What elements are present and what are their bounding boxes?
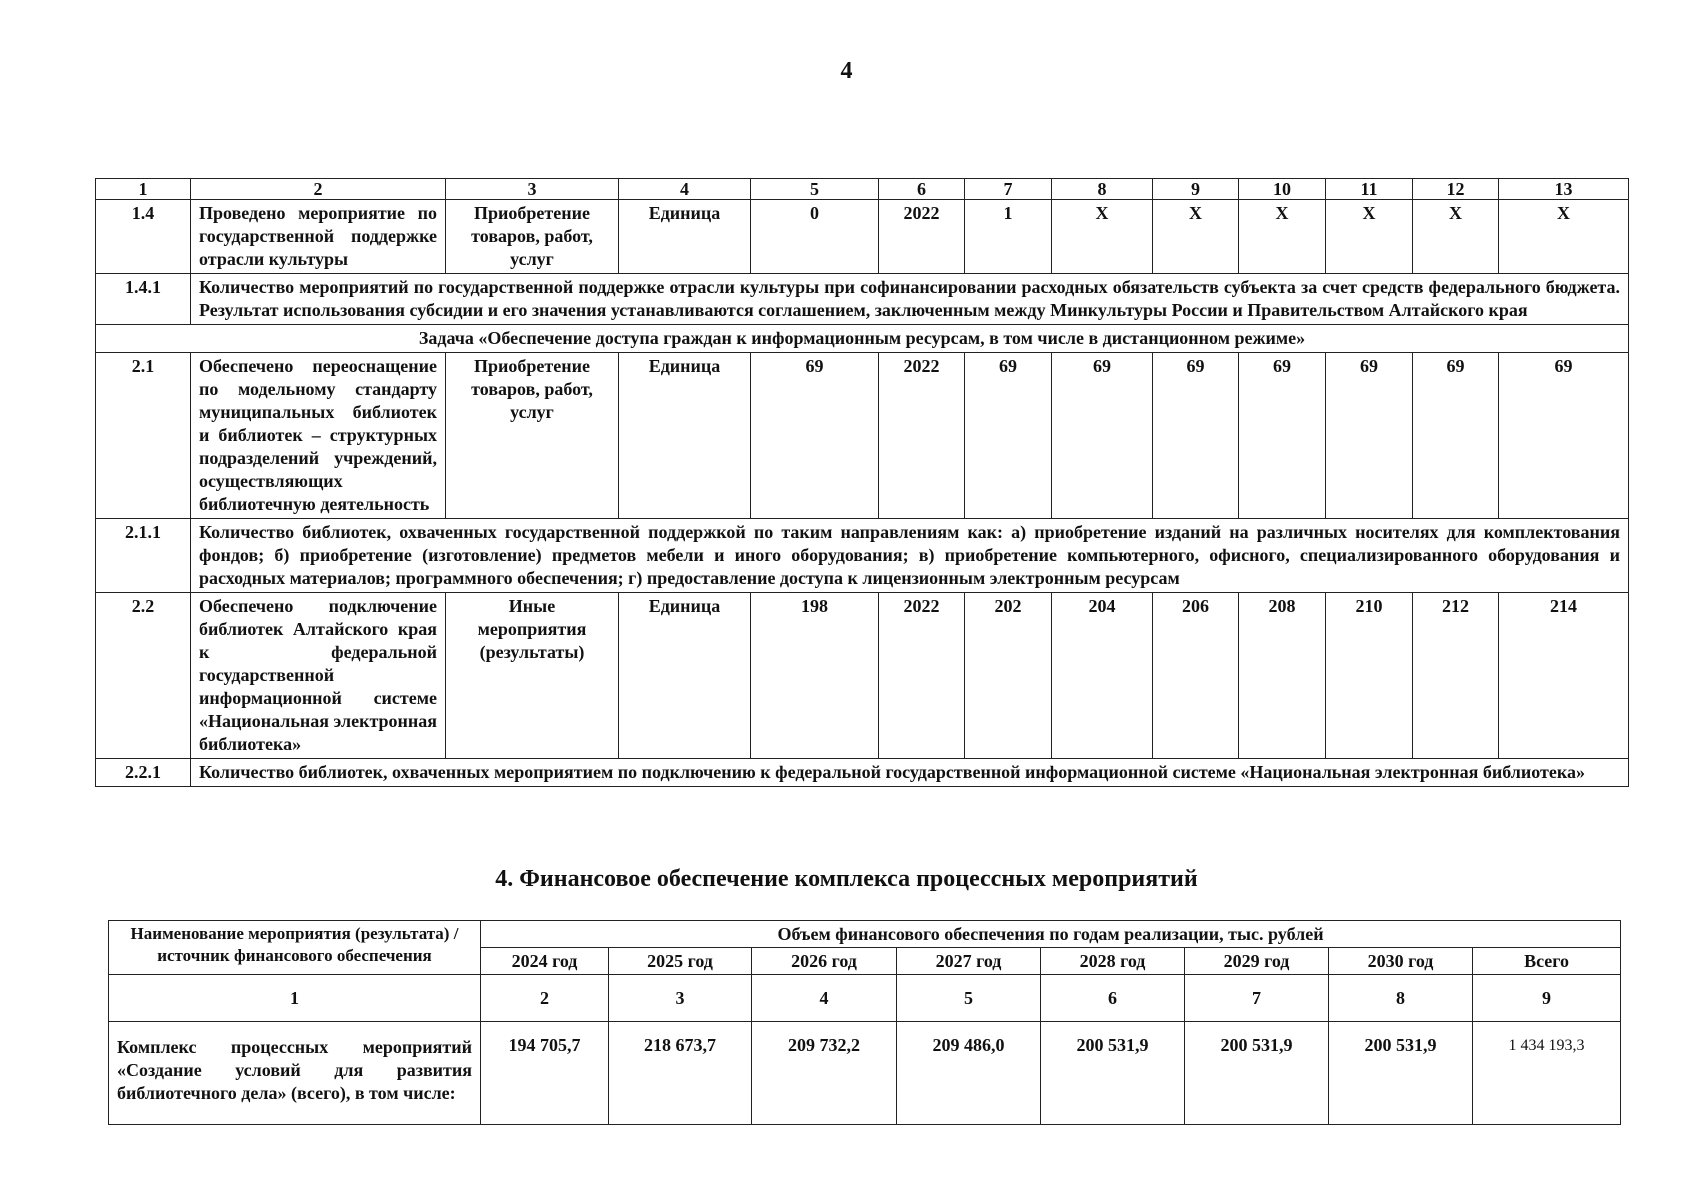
financing-table bbox=[108, 920, 1621, 1125]
base-year: 2022 bbox=[879, 353, 965, 519]
unit: Единица bbox=[619, 593, 751, 759]
financing-header-row bbox=[109, 921, 1621, 948]
section-title: 4. Финансовое обеспечение комплекса процессных мероприятий bbox=[495, 866, 1198, 892]
amount-cell: 209 732,2 bbox=[752, 1022, 897, 1125]
base-value: 0 bbox=[751, 200, 879, 274]
col-number: 6 bbox=[879, 179, 965, 200]
indicator-name: Обеспечено подключение библиотек Алтайского края к федеральной государственной информационной системе «Национальная электронная библиотека» bbox=[191, 593, 446, 759]
col-number: 2 bbox=[191, 179, 446, 200]
value-cell: 69 bbox=[1326, 353, 1413, 519]
col-number: 9 bbox=[1153, 179, 1239, 200]
table-row bbox=[96, 200, 1629, 274]
col-number: 12 bbox=[1413, 179, 1499, 200]
amount-cell: 194 705,7 bbox=[481, 1022, 609, 1125]
table-row bbox=[96, 759, 1629, 787]
head-left: Наименование мероприятия (результата) / источник финансового обеспечения bbox=[109, 921, 481, 975]
col-number: 7 bbox=[965, 179, 1052, 200]
value-cell: 69 bbox=[1052, 353, 1153, 519]
value-cell: 212 bbox=[1413, 593, 1499, 759]
value-cell: 69 bbox=[1239, 353, 1326, 519]
year-header: 2026 год bbox=[752, 948, 897, 975]
col-number: 10 bbox=[1239, 179, 1326, 200]
total-cell: 1 434 193,3 bbox=[1473, 1022, 1621, 1125]
value-cell: 69 bbox=[1499, 353, 1629, 519]
row-number: 2.2 bbox=[96, 593, 191, 759]
amount-cell: 209 486,0 bbox=[897, 1022, 1041, 1125]
table-row bbox=[96, 353, 1629, 519]
col-number: 7 bbox=[1185, 975, 1329, 1022]
value-cell: X bbox=[1153, 200, 1239, 274]
value-cell: 204 bbox=[1052, 593, 1153, 759]
value-cell: X bbox=[1326, 200, 1413, 274]
indicator-type: Приобретение товаров, работ, услуг bbox=[446, 353, 619, 519]
col-number: 13 bbox=[1499, 179, 1629, 200]
value-cell: X bbox=[1052, 200, 1153, 274]
row-number: 1.4.1 bbox=[96, 274, 191, 325]
value-cell: X bbox=[1413, 200, 1499, 274]
value-cell: 69 bbox=[965, 353, 1052, 519]
year-header: 2027 год bbox=[897, 948, 1041, 975]
col-number: 5 bbox=[751, 179, 879, 200]
indicator-type: Приобретение товаров, работ, услуг bbox=[446, 200, 619, 274]
table-row bbox=[96, 593, 1629, 759]
col-number: 3 bbox=[609, 975, 752, 1022]
col-number: 4 bbox=[619, 179, 751, 200]
col-number: 3 bbox=[446, 179, 619, 200]
indicator-description: Количество библиотек, охваченных государственной поддержкой по таким направлениям как: а) приобретение изданий на различных носителях для комплектования фондов; б) приобретение (изготовление) предметов мебели и иного оборудования; в) приобретение компьютерного, офисного, специализированного оборудования и расходных материалов; программного обеспечения; г) предоставление доступа к лицензионным электронным ресурсам bbox=[191, 519, 1629, 593]
value-cell: X bbox=[1499, 200, 1629, 274]
year-header: 2029 год bbox=[1185, 948, 1329, 975]
unit: Единица bbox=[619, 200, 751, 274]
amount-cell: 218 673,7 bbox=[609, 1022, 752, 1125]
col-number: 4 bbox=[752, 975, 897, 1022]
value-cell: 69 bbox=[1153, 353, 1239, 519]
row-number: 2.1.1 bbox=[96, 519, 191, 593]
page-number: 4 bbox=[840, 58, 853, 84]
amount-cell: 200 531,9 bbox=[1329, 1022, 1473, 1125]
base-value: 198 bbox=[751, 593, 879, 759]
col-number: 6 bbox=[1041, 975, 1185, 1022]
value-cell: 208 bbox=[1239, 593, 1326, 759]
col-number: 8 bbox=[1329, 975, 1473, 1022]
value-cell: 1 bbox=[965, 200, 1052, 274]
amount-cell: 200 531,9 bbox=[1041, 1022, 1185, 1125]
col-number: 1 bbox=[96, 179, 191, 200]
column-numbers-row bbox=[109, 975, 1621, 1022]
year-header: 2028 год bbox=[1041, 948, 1185, 975]
task-row bbox=[96, 325, 1629, 353]
table-header-row bbox=[96, 179, 1629, 200]
row-number: 2.2.1 bbox=[96, 759, 191, 787]
financing-row-name: Комплекс процессных мероприятий «Создание условий для развития библиотечного дела» (всего), в том числе: bbox=[109, 1022, 481, 1125]
indicator-description: Количество мероприятий по государственной поддержке отрасли культуры при софинансировании расходных обязательств субъекта за счет средств федерального бюджета. Результат использования субсидии и его значения устанавливаются соглашением, заключенным между Минкультуры России и Правительством Алтайского края bbox=[191, 274, 1629, 325]
indicator-description: Количество библиотек, охваченных мероприятием по подключению к федеральной государственной информационной системе «Национальная электронная библиотека» bbox=[191, 759, 1629, 787]
total-header: Всего bbox=[1473, 948, 1621, 975]
value-cell: 206 bbox=[1153, 593, 1239, 759]
value-cell: 202 bbox=[965, 593, 1052, 759]
indicator-name: Проведено мероприятие по государственной поддержке отрасли культуры bbox=[191, 200, 446, 274]
col-number: 5 bbox=[897, 975, 1041, 1022]
indicator-type: Иные мероприятия (результаты) bbox=[446, 593, 619, 759]
year-header: 2025 год bbox=[609, 948, 752, 975]
col-number: 9 bbox=[1473, 975, 1621, 1022]
col-number: 8 bbox=[1052, 179, 1153, 200]
base-year: 2022 bbox=[879, 200, 965, 274]
col-number: 1 bbox=[109, 975, 481, 1022]
row-number: 2.1 bbox=[96, 353, 191, 519]
table-row bbox=[96, 519, 1629, 593]
head-group: Объем финансового обеспечения по годам реализации, тыс. рублей bbox=[481, 921, 1621, 948]
year-header: 2024 год bbox=[481, 948, 609, 975]
value-cell: 69 bbox=[1413, 353, 1499, 519]
unit: Единица bbox=[619, 353, 751, 519]
col-number: 11 bbox=[1326, 179, 1413, 200]
col-number: 2 bbox=[481, 975, 609, 1022]
base-year: 2022 bbox=[879, 593, 965, 759]
task-title: Задача «Обеспечение доступа граждан к информационным ресурсам, в том числе в дистанционном режиме» bbox=[96, 325, 1629, 353]
year-header: 2030 год bbox=[1329, 948, 1473, 975]
row-number: 1.4 bbox=[96, 200, 191, 274]
value-cell: 214 bbox=[1499, 593, 1629, 759]
indicators-table bbox=[95, 178, 1629, 787]
amount-cell: 200 531,9 bbox=[1185, 1022, 1329, 1125]
base-value: 69 bbox=[751, 353, 879, 519]
indicator-name: Обеспечено переоснащение по модельному стандарту муниципальных библиотек и библиотек – структурных подразделений учреждений, осуществляющих библиотечную деятельность bbox=[191, 353, 446, 519]
value-cell: X bbox=[1239, 200, 1326, 274]
value-cell: 210 bbox=[1326, 593, 1413, 759]
table-row bbox=[96, 274, 1629, 325]
financing-row bbox=[109, 1022, 1621, 1125]
